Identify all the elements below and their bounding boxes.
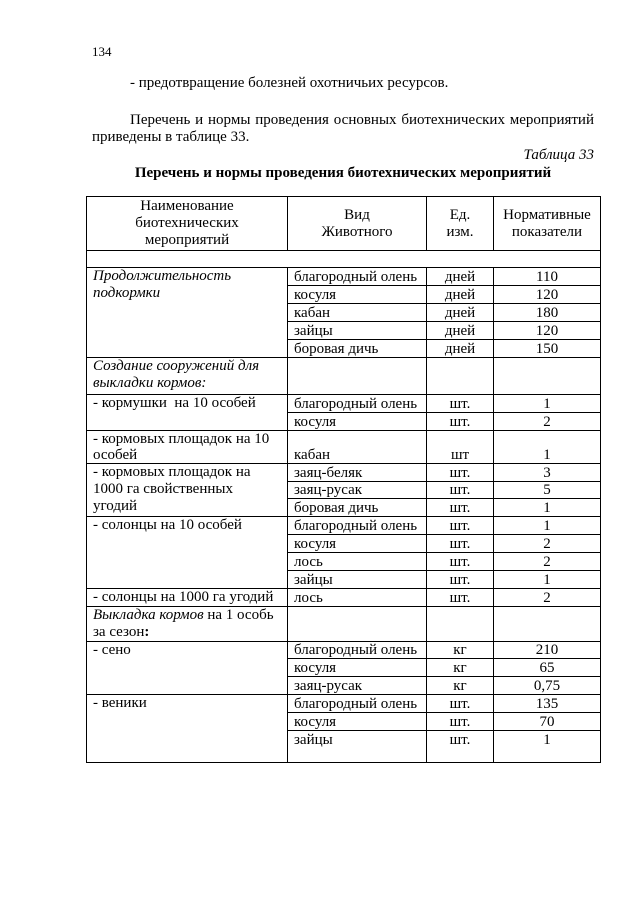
value-cell: 120 xyxy=(494,322,601,340)
unit-cell: шт xyxy=(427,431,494,464)
value-cell: 70 xyxy=(494,713,601,731)
species-cell: кабан xyxy=(288,431,427,464)
header-unit xyxy=(427,197,494,251)
activity-line: - кормушки на 10 особей xyxy=(93,395,256,411)
norms-table xyxy=(86,196,601,763)
species-cell: благородный олень xyxy=(288,695,427,713)
unit-cell: дней xyxy=(427,340,494,358)
species-cell: заяц-русак xyxy=(288,482,427,499)
unit-cell: шт. xyxy=(427,695,494,713)
value-cell: 180 xyxy=(494,304,601,322)
intro-paragraph-line-1: Перечень и нормы проведения основных биотехнических мероприятий xyxy=(130,112,594,128)
species-cell: косуля xyxy=(288,659,427,677)
activity-cell xyxy=(87,517,288,589)
activity-line: Создание сооружений для xyxy=(93,358,260,374)
header-norm xyxy=(494,197,601,251)
activity-cell xyxy=(87,358,288,395)
empty-cell xyxy=(494,358,601,395)
unit-cell: шт. xyxy=(427,517,494,535)
value-cell: 3 xyxy=(494,464,601,482)
activity-line: - солонцы на 1000 га угодий xyxy=(93,589,274,605)
value-cell: 210 xyxy=(494,642,601,659)
activity-text-italic: Выкладка кормов xyxy=(93,607,204,623)
unit-cell: шт. xyxy=(427,464,494,482)
activity-cell xyxy=(87,695,288,763)
unit-cell: кг xyxy=(427,677,494,695)
activity-colon: : xyxy=(144,624,150,640)
value-cell: 110 xyxy=(494,268,601,286)
value-cell: 2 xyxy=(494,535,601,553)
header-activity xyxy=(87,197,288,251)
activity-line: выкладки кормов: xyxy=(93,375,207,391)
activity-cell xyxy=(87,395,288,431)
value-cell: 1 xyxy=(494,517,601,535)
activity-cell xyxy=(87,607,288,642)
value-cell: 120 xyxy=(494,286,601,304)
header-species-line: Вид xyxy=(344,206,370,223)
activity-line: - солонцы на 10 особей xyxy=(93,517,242,533)
species-cell: заяц-русак xyxy=(288,677,427,695)
species-cell: косуля xyxy=(288,413,427,431)
unit-cell: шт. xyxy=(427,589,494,607)
species-cell: заяц-беляк xyxy=(288,464,427,482)
activity-line: - кормовых площадок на 10 xyxy=(93,431,270,447)
unit-cell: кг xyxy=(427,659,494,677)
table-row xyxy=(87,607,601,642)
empty-cell xyxy=(427,607,494,642)
species-cell: косуля xyxy=(288,713,427,731)
species-cell: зайцы xyxy=(288,731,427,763)
activity-cell xyxy=(87,431,288,464)
header-species xyxy=(288,197,427,251)
species-cell: благородный олень xyxy=(288,642,427,659)
table-row xyxy=(87,395,601,413)
activity-line: - веники xyxy=(93,695,147,711)
header-norm-line: Нормативные xyxy=(503,206,591,223)
species-cell: косуля xyxy=(288,286,427,304)
empty-cell xyxy=(288,607,427,642)
species-cell: зайцы xyxy=(288,322,427,340)
value-cell: 65 xyxy=(494,659,601,677)
unit-cell: шт. xyxy=(427,395,494,413)
empty-cell xyxy=(427,358,494,395)
value-cell: 2 xyxy=(494,413,601,431)
table-row xyxy=(87,268,601,286)
value-cell: 2 xyxy=(494,589,601,607)
header-unit-line: изм. xyxy=(446,223,474,240)
activity-line: Продолжительность xyxy=(93,268,232,284)
table-row xyxy=(87,589,601,607)
activity-line: угодий xyxy=(93,498,138,514)
intro-paragraph-line-2: приведены в таблице 33. xyxy=(92,129,250,145)
activity-line: - кормовых площадок на xyxy=(93,464,251,480)
unit-cell: шт. xyxy=(427,731,494,763)
unit-cell: шт. xyxy=(427,535,494,553)
species-cell: кабан xyxy=(288,304,427,322)
species-cell: лось xyxy=(288,589,427,607)
table-row xyxy=(87,464,601,482)
unit-cell: шт. xyxy=(427,713,494,731)
unit-cell: дней xyxy=(427,304,494,322)
unit-cell: шт. xyxy=(427,482,494,499)
header-activity-line: биотехнических xyxy=(135,215,239,231)
header-unit-line: Ед. xyxy=(449,206,471,223)
table-title: Перечень и нормы проведения биотехнических мероприятий xyxy=(134,165,552,181)
value-cell: 135 xyxy=(494,695,601,713)
activity-line: - сено xyxy=(93,642,131,658)
value-cell: 1 xyxy=(494,395,601,413)
value-cell: 5 xyxy=(494,482,601,499)
unit-cell: шт. xyxy=(427,571,494,589)
value-cell: 0,75 xyxy=(494,677,601,695)
unit-cell: дней xyxy=(427,268,494,286)
empty-cell xyxy=(494,607,601,642)
empty-cell xyxy=(288,358,427,395)
activity-text: на 1 особь xyxy=(203,607,274,623)
activity-line xyxy=(93,607,287,624)
activity-cell xyxy=(87,642,288,695)
species-cell: косуля xyxy=(288,535,427,553)
header-norm-line: показатели xyxy=(511,223,583,240)
spacer-cell xyxy=(87,251,601,268)
header-row xyxy=(87,197,601,251)
header-species-line: Животного xyxy=(321,223,393,240)
species-cell: благородный олень xyxy=(288,395,427,413)
bullet-line: - предотвращение болезней охотничьих ресурсов. xyxy=(130,75,449,91)
unit-cell: шт. xyxy=(427,499,494,517)
species-cell: зайцы xyxy=(288,571,427,589)
activity-cell xyxy=(87,464,288,517)
table-row xyxy=(87,358,601,395)
activity-line xyxy=(93,624,287,641)
species-cell: боровая дичь xyxy=(288,340,427,358)
header-activity-line: мероприятий xyxy=(144,232,230,248)
unit-cell: дней xyxy=(427,322,494,340)
page-number: 134 xyxy=(92,44,112,59)
value-cell: 1 xyxy=(494,499,601,517)
unit-cell: кг xyxy=(427,642,494,659)
activity-cell xyxy=(87,268,288,358)
table-row xyxy=(87,517,601,535)
value-cell: 1 xyxy=(494,431,601,464)
value-cell: 1 xyxy=(494,571,601,589)
activity-line: особей xyxy=(93,447,138,463)
value-cell: 2 xyxy=(494,553,601,571)
species-cell: лось xyxy=(288,553,427,571)
table-label: Таблица 33 xyxy=(523,147,594,163)
table-row xyxy=(87,431,601,464)
activity-line: подкормки xyxy=(93,285,161,301)
activity-cell xyxy=(87,589,288,607)
species-cell: благородный олень xyxy=(288,517,427,535)
table-row xyxy=(87,642,601,659)
value-cell: 150 xyxy=(494,340,601,358)
unit-cell: дней xyxy=(427,286,494,304)
species-cell: боровая дичь xyxy=(288,499,427,517)
activity-line: 1000 га свойственных xyxy=(93,481,233,497)
unit-cell: шт. xyxy=(427,413,494,431)
value-cell: 1 xyxy=(494,731,601,763)
spacer-row xyxy=(87,251,601,268)
unit-cell: шт. xyxy=(427,553,494,571)
header-activity-line: Наименование xyxy=(140,198,234,214)
species-cell: благородный олень xyxy=(288,268,427,286)
activity-text: за сезон xyxy=(93,624,145,640)
table-row xyxy=(87,695,601,713)
